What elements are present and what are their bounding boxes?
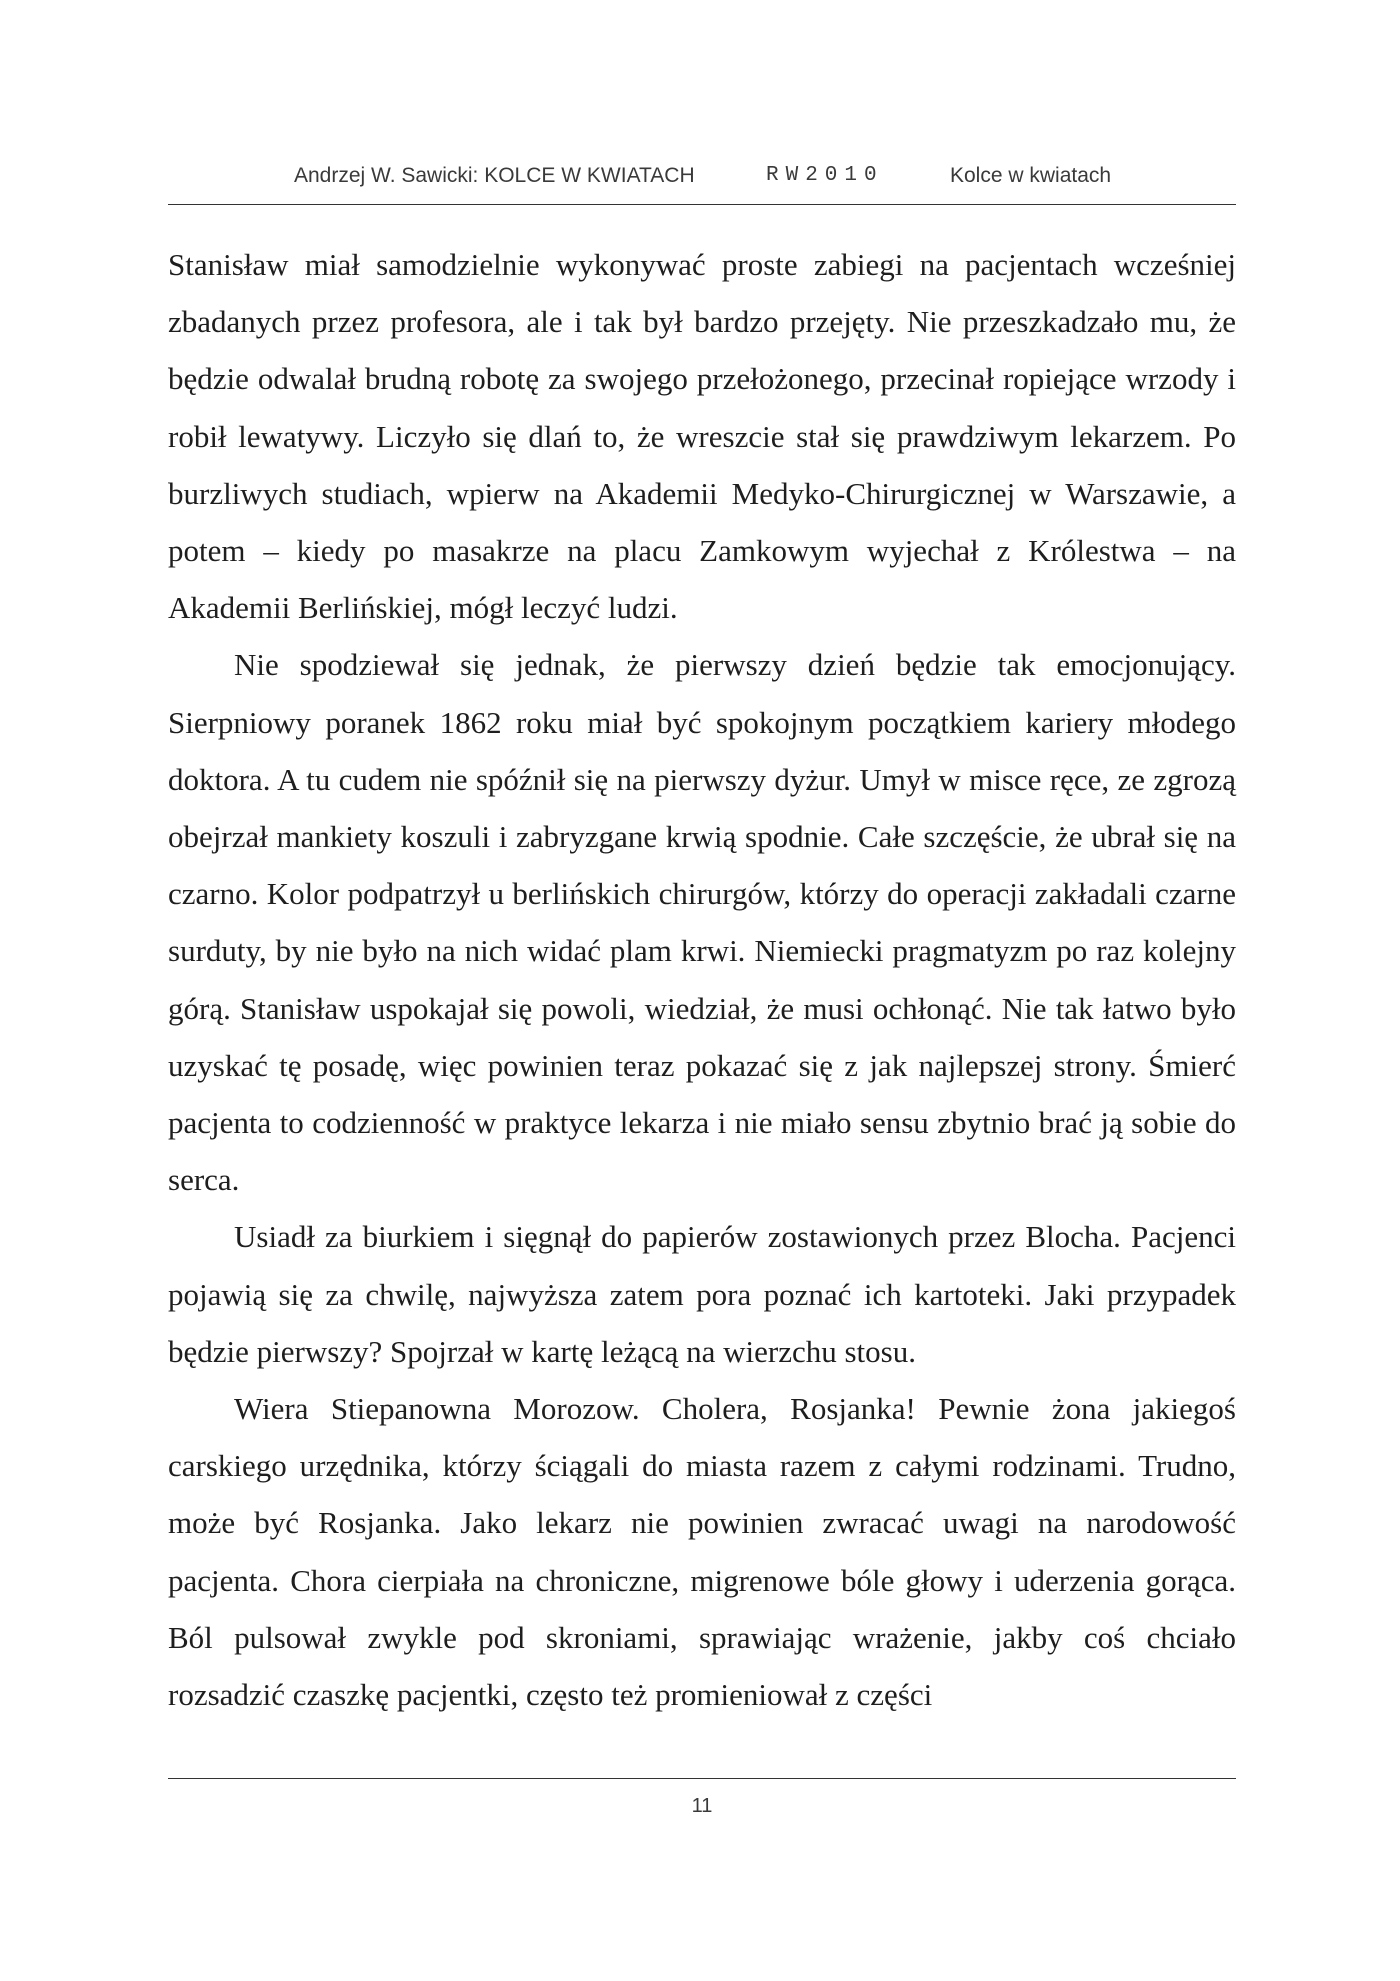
header-series-code: RW2010 xyxy=(766,164,884,187)
page-number: 11 xyxy=(691,1795,713,1817)
paragraph-2: Nie spodziewał się jednak, że pierwszy dzień będzie tak emocjonujący. Sierpniowy poranek 1862 roku miał być spokojnym początkiem kariery młodego doktora. A tu cudem nie spóźnił się na pierwszy dyżur. Umył w misce ręce, ze zgrozą obejrzał mankiety koszuli i zabryzgane krwią spodnie. Całe szczęście, że ubrał się na czarno. Kolor podpatrzył u berlińskich chirurgów, którzy do operacji zakładali czarne surduty, by nie było na nich widać plam krwi. Niemiecki pragmatyzm po raz kolejny górą. Stanisław uspokajał się powoli, wiedział, że musi ochłonąć. Nie tak łatwo było uzyskać tę posadę, więc powinien teraz pokazać się z jak najlepszej strony. Śmierć pacjenta to codzienność w praktyce lekarza i nie miało sensu zbytnio brać ją sobie do serca. xyxy=(168,647,1236,1198)
paragraph-1: Stanisław miał samodzielnie wykonywać proste zabiegi na pacjentach wcześniej zbadanych przez profesora, ale i tak był bardzo przejęty. Nie przeszkadzało mu, że będzie odwalał brudną robotę za swojego przełożonego, przecinał ropiejące wrzody i robił lewatywy. Liczyło się dlań to, że wreszcie stał się prawdziwym lekarzem. Po burzliwych studiach, wpierw na Akademii Medyko-Chirurgicznej w Warszawie, a potem – kiedy po masakrze na placu Zamkowym wyjechał z Królestwa – na Akademii Berlińskiej, mógł leczyć ludzi. xyxy=(168,247,1236,626)
running-header xyxy=(168,164,1236,194)
header-short-title: Kolce w kwiatach xyxy=(950,164,1112,187)
paragraph-3: Usiadł za biurkiem i sięgnął do papierów zostawionych przez Blocha. Pacjenci pojawią się za chwilę, najwyższa zatem pora poznać ich kartoteki. Jaki przypadek będzie pierwszy? Spojrzał w kartę leżącą na wierzchu stosu. xyxy=(168,1219,1236,1369)
paragraph-4: Wiera Stiepanowna Morozow. Cholera, Rosjanka! Pewnie żona jakiegoś carskiego urzędnika, którzy ściągali do miasta razem z całymi rodzinami. Trudno, może być Rosjanka. Jako lekarz nie powinien zwracać uwagi na narodowość pacjenta. Chora cierpiała na chroniczne, migrenowe bóle głowy i uderzenia gorąca. Ból pulsował zwykle pod skroniami, sprawiając wrażenie, jakby coś chciało rozsadzić czaszkę pacjentki, często też promieniował z części xyxy=(168,1391,1236,1713)
header-author-title: Andrzej W. Sawicki: KOLCE W KWIATACH xyxy=(294,164,695,187)
footer-rule xyxy=(168,1778,1236,1779)
header-rule xyxy=(168,204,1236,205)
body-text xyxy=(168,236,1236,1723)
